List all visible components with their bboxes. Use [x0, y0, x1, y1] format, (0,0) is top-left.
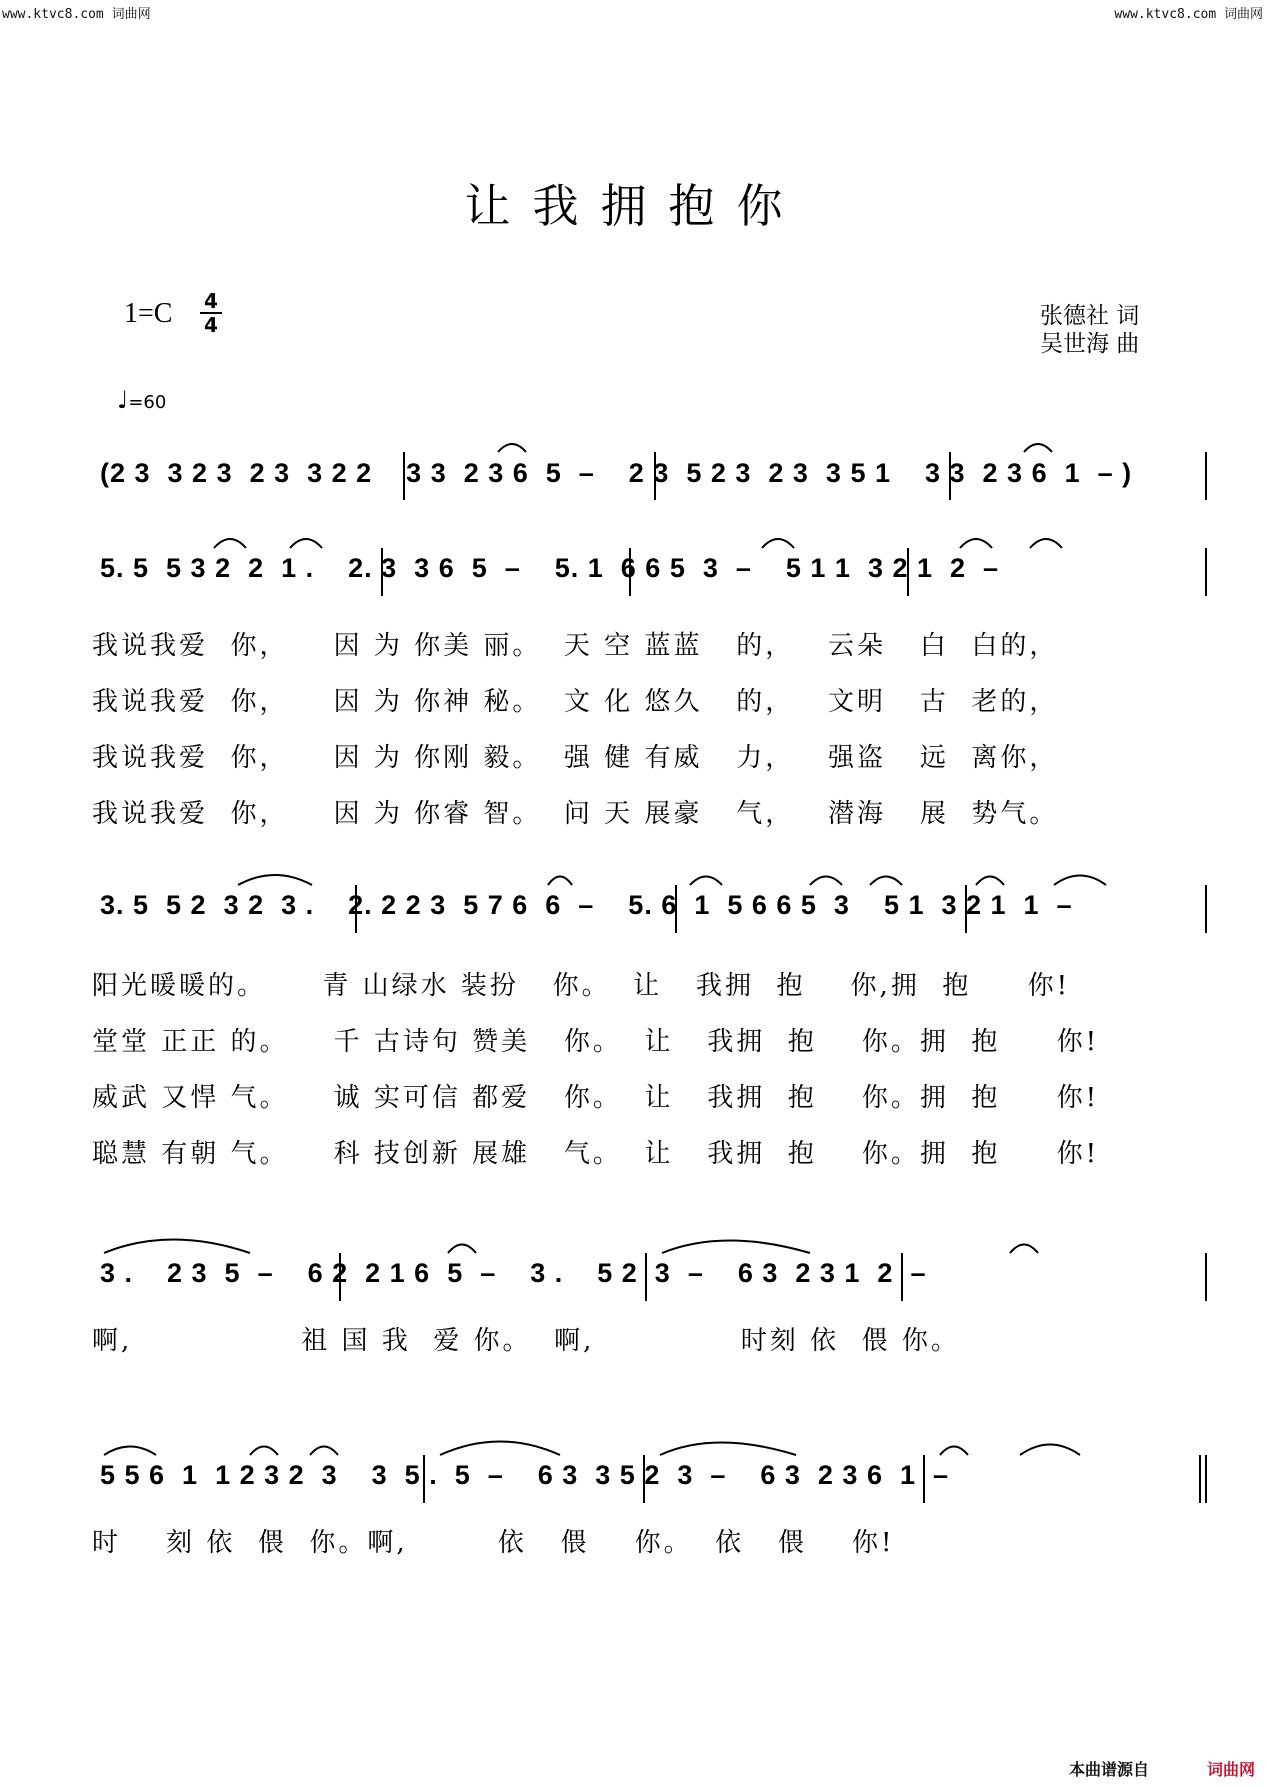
lyrics-line: 我说我爱 你， 因 为 你神 秘。 文 化 悠久 的， 文明 古 老的，	[92, 687, 1059, 717]
slur	[214, 539, 246, 548]
meter-top: 4	[204, 289, 218, 313]
slur	[1030, 539, 1062, 548]
tempo-value: =60	[128, 392, 167, 413]
lyrics-line: 我说我爱 你， 因 为 你刚 毅。 强 健 有威 力， 强盗 远 离你，	[92, 743, 1059, 773]
slur	[250, 1447, 278, 1456]
slur	[104, 1447, 156, 1456]
slur	[448, 1245, 476, 1254]
slur	[810, 877, 842, 886]
lyrics-line: 聪慧 有朝 气。 科 技创新 展雄 气。 让 我拥 抱 你。拥 抱 你!	[92, 1139, 1100, 1169]
slur	[960, 539, 992, 548]
key-signature: 1=C	[124, 298, 173, 329]
slur	[1024, 444, 1052, 452]
footer-source: 本曲谱源自	[1068, 1760, 1149, 1779]
slur	[310, 1447, 338, 1456]
lyrics-line: 堂堂 正正 的。 千 古诗句 赞美 你。 让 我拥 抱 你。拥 抱 你!	[92, 1027, 1100, 1057]
staff-notes: (2 3 3 2 3 2 3 3 2 2 3 3 2 3 6 5 – 2 3 5 2 3 2 3 3 5 1 3 3 2 3 6 1 – )	[100, 458, 1133, 488]
header-watermark-right: www.ktvc8.com 词曲网	[1114, 7, 1263, 22]
slur	[238, 875, 312, 885]
lyrics-line: 我说我爱 你， 因 为 你美 丽。 天 空 蓝蓝 的， 云朵 白 白的，	[92, 631, 1059, 661]
meter-bottom: 4	[200, 312, 222, 336]
slur	[762, 539, 794, 548]
slur	[1010, 1245, 1038, 1254]
slur	[690, 877, 722, 886]
footer-brand: 词曲网	[1206, 1760, 1255, 1779]
slur	[440, 1442, 560, 1456]
slur	[1054, 876, 1106, 886]
lyrics-line: 我说我爱 你， 因 为 你睿 智。 问 天 展豪 气， 潜海 展 势气。	[92, 799, 1059, 829]
lyrics-line: 阳光暖暖的。 青 山绿水 装扮 你。 让 我拥 抱 你,拥 抱 你!	[92, 971, 1071, 1001]
lyrics-line: 时 刻 依 偎 你。啊, 依 偎 你。 依 偎 你!	[92, 1528, 895, 1558]
song-title: 让我拥抱你	[464, 179, 805, 233]
slur	[548, 877, 572, 886]
slur	[290, 539, 322, 548]
lyricist: 张德社 词	[1040, 303, 1140, 329]
composer: 吴世海 曲	[1040, 331, 1140, 357]
quarter-note-icon: ♩	[117, 386, 129, 414]
staff-notes: 5 5 6 1 1 2 3 2 3 3 5 . 5 – 6 3 3 5 2 3 – 6 3 2 3 6 1 –	[100, 1460, 950, 1490]
slur	[104, 1240, 250, 1254]
staff-notes: 3. 5 5 2 3 2 3 . 2. 2 2 3 5 7 6 6 – 5. 6 1 5 6 6 5 3 5 1 3 2 1 1 –	[100, 890, 1073, 920]
slur	[662, 1241, 810, 1254]
slur	[976, 877, 1004, 886]
slur	[1020, 1445, 1080, 1456]
staff-notes: 3 . 2 3 5 – 6 2 2 1 6 5 – 3 . 5 2 3 – 6 3 2 3 1 2 –	[100, 1258, 927, 1288]
slur	[660, 1443, 796, 1456]
lyrics-line: 威武 又悍 气。 诚 实可信 都爱 你。 让 我拥 抱 你。拥 抱 你!	[92, 1083, 1100, 1113]
header-watermark-left: www.ktvc8.com 词曲网	[2, 7, 151, 22]
slur	[940, 1447, 968, 1456]
lyrics-line: 啊, 祖 国 我 爱 你。 啊, 时刻 依 偎 你。	[92, 1326, 960, 1356]
slur	[498, 444, 526, 452]
slur	[870, 877, 902, 886]
staff-notes: 5. 5 5 3 2 2 1 . 2. 3 3 6 5 – 5. 1 6 6 5 3 – 5 1 1 3 2 1 2 –	[100, 553, 1000, 583]
